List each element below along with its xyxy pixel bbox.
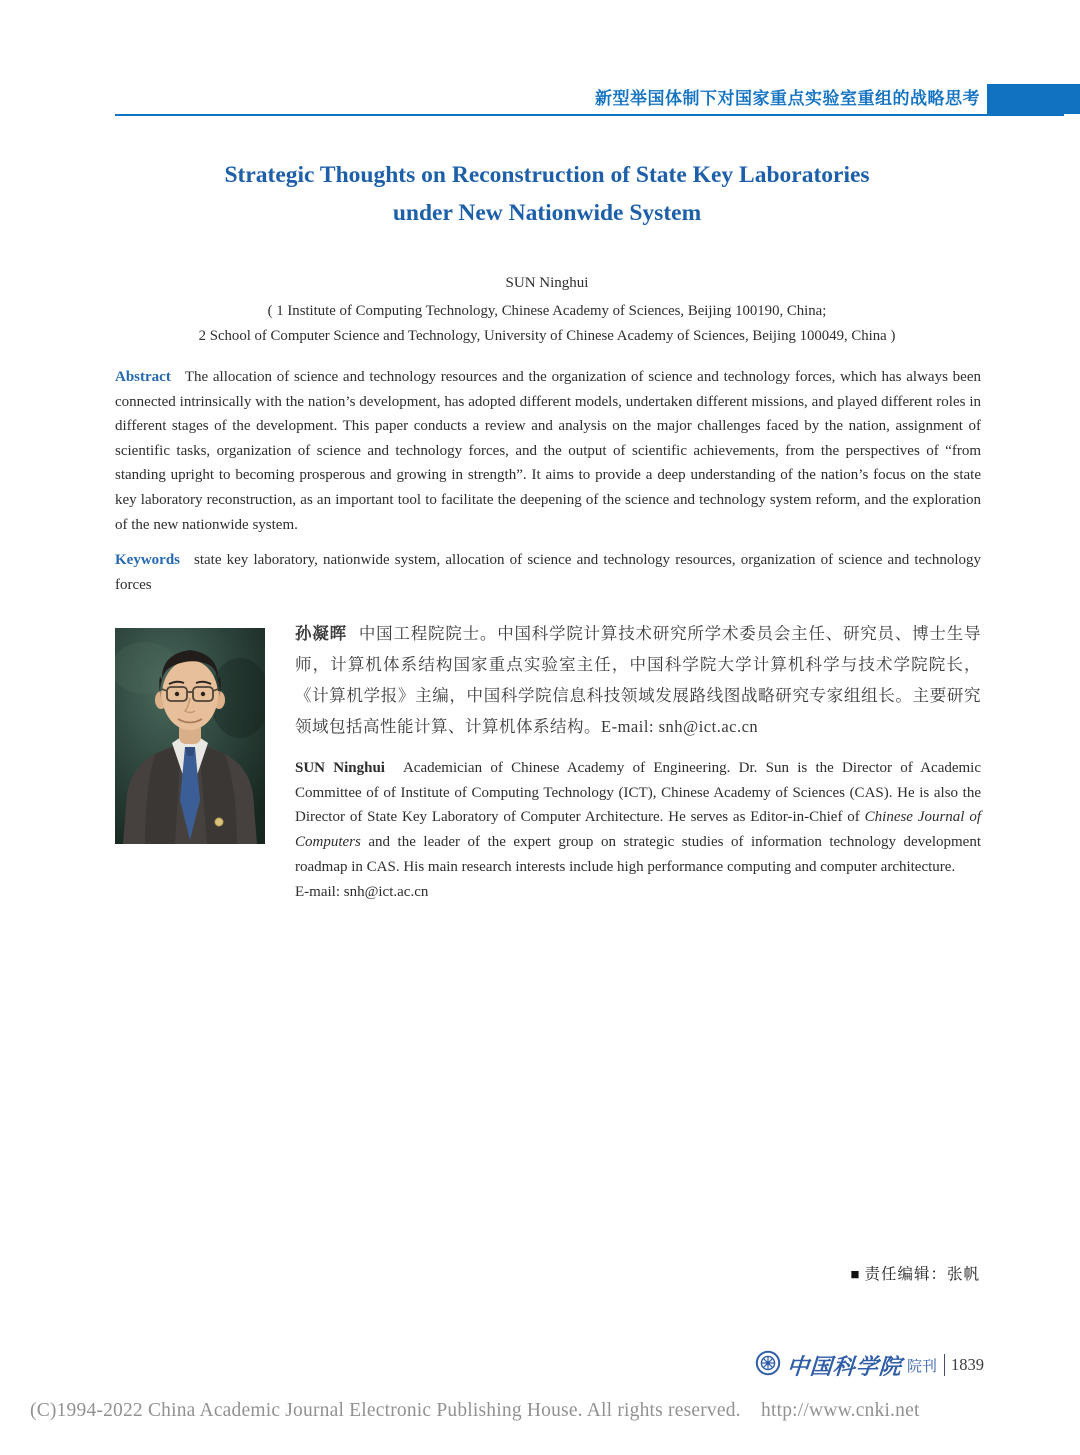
cas-emblem-icon [755, 1350, 781, 1381]
keywords-paragraph [115, 548, 981, 597]
brand-name-chinese: 中国科学院 [786, 1353, 903, 1379]
author-portrait-photo [115, 628, 265, 844]
bio-chinese-name: 孙凝晖 [295, 624, 347, 643]
running-header-title: 新型举国体制下对国家重点实验室重组的战略思考 [595, 89, 980, 108]
affiliations [107, 299, 987, 348]
abstract-paragraph [115, 365, 981, 537]
brand-suffix-label: 院刊 [906, 1358, 937, 1375]
bio-english-text-1: Academician of Chinese Academy of Engineering. Dr. Sun is the Director of Academic Committee of of Institute of Computing Technology (ICT), Chinese Academy of Sciences (CAS). He is also the Director of State Key Laboratory of Computer Architecture. He serves as Editor-in-Chief of [295, 760, 982, 826]
portrait-illustration [115, 628, 265, 844]
journal-name-italic: Chinese Journal of Computers [295, 809, 981, 851]
bio-english-text-2: and the leader of the expert group on strategic studies of information technology development roadmap in CAS. His main research interests include high performance computing and computer architecture. [295, 834, 981, 875]
responsible-editor-line [115, 1262, 980, 1284]
square-marker-icon: ■ [850, 1267, 861, 1283]
bio-english-name: SUN Ninghui [295, 760, 385, 776]
biography-section [295, 618, 981, 904]
page-number-divider [944, 1354, 945, 1376]
bio-english [295, 756, 981, 880]
header-rule [115, 114, 1064, 116]
keywords-text: state key laboratory, nationwide system, allocation of science and technology resources, organization of science and technology forces [115, 552, 981, 593]
bio-chinese-text: 中国工程院院士。中国科学院计算技术研究所学术委员会主任、研究员、博士生导师，计算机体系结构国家重点实验室主任，中国科学院大学计算机科学与技术学院院长，《计算机学报》主编，中国科学院信息科技领域发展路线图战略研究专家组组长。主要研究领域包括高性能计算、计算机体系结构。E-mail: snh@ict.ac.cn [295, 624, 982, 736]
article-title-line2: under New Nationwide System [392, 200, 702, 226]
affiliation-line2: 2 School of Computer Science and Technology, University of Chinese Academy of Sciences, Beijing 100049, China ) [198, 327, 896, 344]
abstract-text: The allocation of science and technology resources and the organization of science and technology forces, which has always been connected intrinsically with the nation’s development, has adopted different models, undertaken different missions, and played different roles in different stages of the development. This paper conducts a review and analysis on the major challenges faced by the nation, assignment of scientific tasks, organization of science and technology forces, and the output of scientific achievements, from the perspectives of “from standing upright to becoming prosperous and growing in strength”. It aims to provide a deep understanding of the nation’s focus on the state key laboratory reconstruction, as an important tool to facilitate the deepening of the science and technology system reform, and the exploration of the new nationwide system. [115, 369, 981, 533]
copyright-notice: (C)1994-2022 China Academic Journal Electronic Publishing House. All rights reserved. http://www.cnki.net [30, 1400, 920, 1421]
abstract-label: Abstract [115, 369, 171, 385]
keywords-label: Keywords [115, 552, 180, 568]
journal-footer-brand [755, 1348, 984, 1382]
bio-email-line: E-mail: snh@ict.ac.cn [295, 883, 429, 900]
article-title-line1: Strategic Thoughts on Reconstruction of State Key Laboratories [224, 162, 870, 188]
affiliation-line1: ( 1 Institute of Computing Technology, Chinese Academy of Sciences, Beijing 100190, China; [267, 303, 827, 319]
page-number: 1839 [951, 1355, 984, 1374]
header-accent-block [987, 84, 1080, 114]
bio-chinese [295, 618, 981, 742]
article-title [107, 156, 987, 232]
responsible-editor-label: 责任编辑：张帆 [864, 1266, 980, 1283]
author-name: SUN Ninghui [505, 275, 589, 291]
